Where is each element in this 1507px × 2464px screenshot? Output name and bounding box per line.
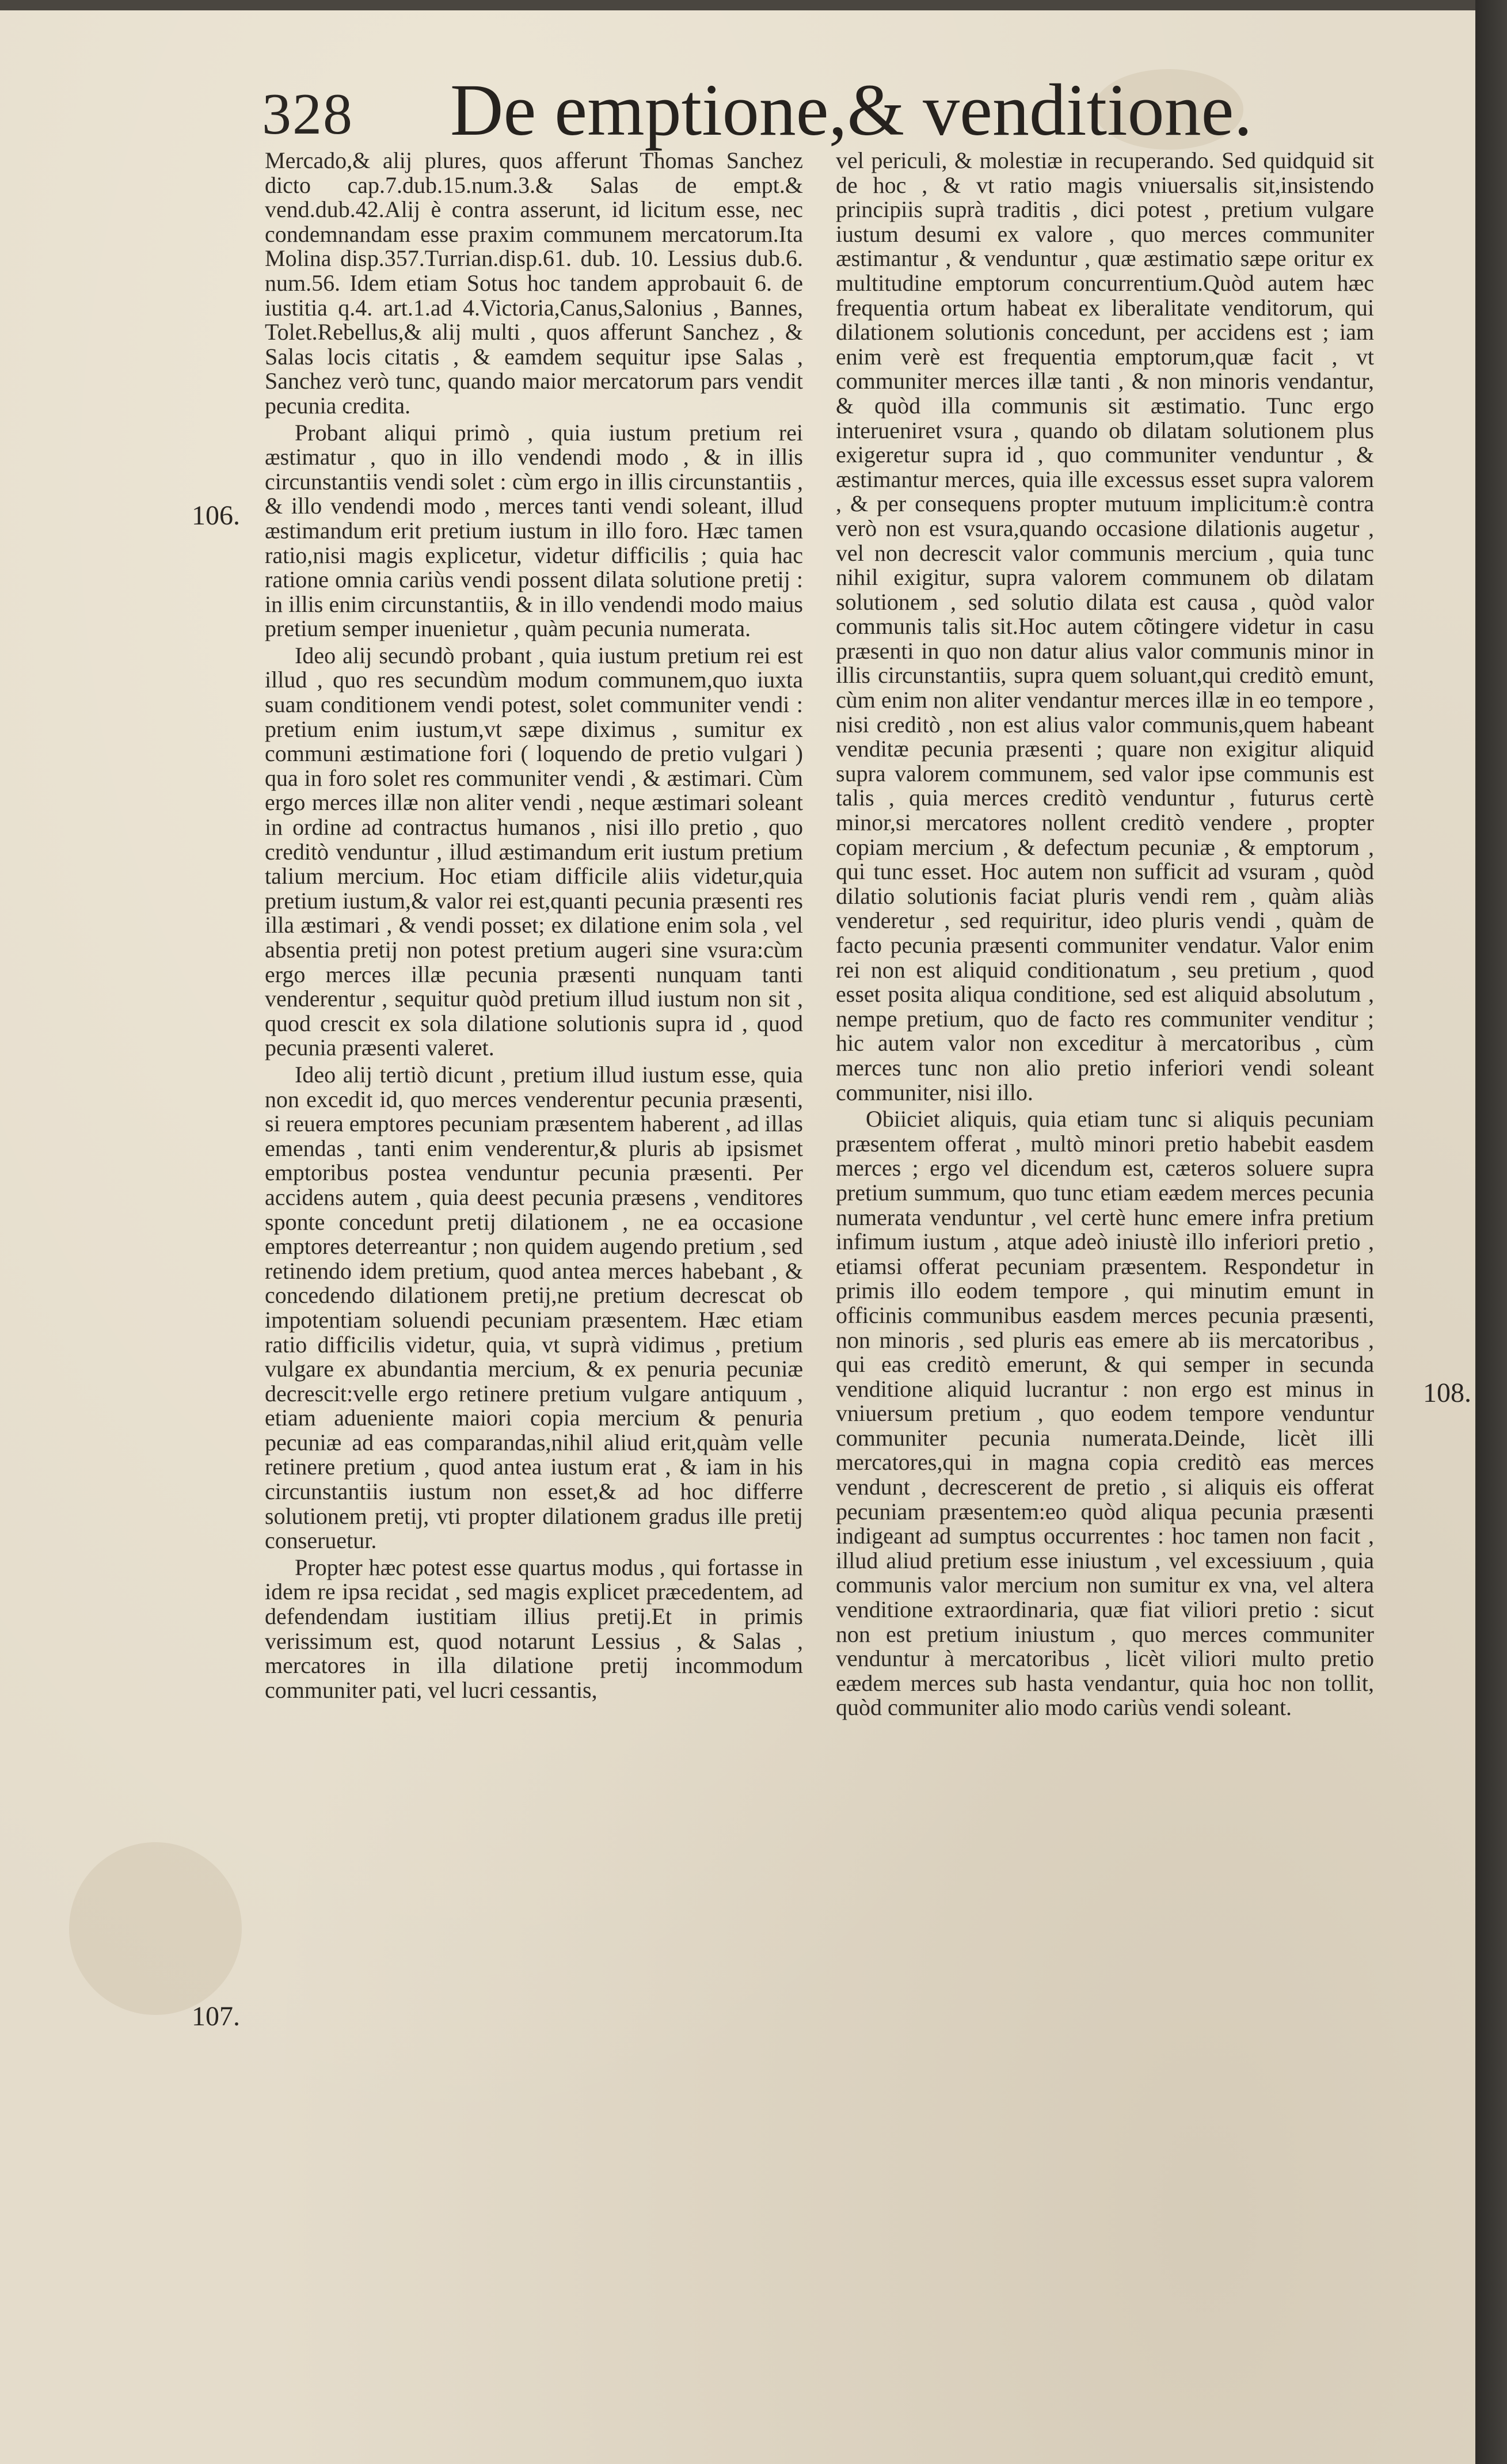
scan-top-edge — [0, 0, 1507, 10]
left-text-column — [265, 149, 803, 2198]
paragraph: vel periculi, & molestiæ in recuperando. Sed quidquid sit de hoc , & vt ratio magis vniuersalis sit,insistendo principiis suprà traditis , dici potest , pretium vulgare iustum desumi ex valore , quo merces communiter æstimantur , & venduntur , quæ æstimatio sæpe oritur ex multitudine emptorum concurrentium.Quòd autem hæc frequentia ortum habeat ex liberalitate venditorum, qui dilationem solutionis concedunt, per accidens est ; iam enim verè est frequentia emptorum,quæ facit , vt communiter merces illæ tanti , & non minoris vendantur, & quòd illa communis sit æstimatio. Tunc ergo interueniret vsura , quando ob dilatam solutionem plus exigeretur supra id , quo communiter venduntur , & æstimantur merces, quia ille excessus esset supra valorem , & per consequens propter mutuum implicitum:è contra verò non est vsura,quando occasione dilationis augetur , vel non decrescit valor communis mercium , quia tunc nihil exigitur, supra valorem communem ob dilatam solutionem , sed solutio dilata est causa , quòd valor communis talis sit.Hoc autem cõtingere videtur in casu præsenti in quo non datur alius valor communis minor in illis circunstantiis, supra quem soluant,qui creditò emunt, cùm enim non aliter vendantur merces illæ in eo tempore , nisi creditò , non est alius valor communis,quem habeant venditæ pecunia præsenti ; quare non exigitur aliquid supra valorem communem, sed valor ipse communis est talis , quia merces creditò venduntur , futurus certè minor,si mercatores nollent creditò vendere , propter copiam mercium , & defectum pecuniæ , & emptorum , qui tunc esset. Hoc autem non sufficit ad vsuram , quòd dilatio solutionis faciat pluris vendi rem , quàm aliàs venderetur , sed requiritur, ideo pluris vendi , quàm de facto pecunia præsenti communiter vendatur. Valor enim rei non est aliquid conditionatum , seu pretium , quod esset posita aliqua conditione, sed est aliquid absolutum , nempe pretium, quo de facto res communiter venditur ; hic autem valor non exceditur à mercatoribus , cùm merces tunc non alio pretio inferiori vendi soleant communiter, nisi illo. — [836, 147, 1374, 1105]
margin-number-108: 108. — [1423, 1378, 1471, 1408]
paragraph: Mercado,& alij plures, quos afferunt Thomas Sanchez dicto cap.7.dub.15.num.3.& Salas de empt.& vend.dub.42.Alij è contra asserunt, id licitum esse, nec condemnandam esse praxim communem mercatorum.Ita Molina disp.357.Turrian.disp.61. dub. 10. Lessius dub.6. num.56. Idem etiam Sotus hoc tandem approbauit 6. de iustitia q.4. art.1.ad 4.Victoria,Canus,Salonius , Bannes, Tolet.Rebellus,& alij multi , quos afferunt Sanchez , & Salas locis citatis , & eamdem sequitur ipse Salas , Sanchez verò tunc, quando maior mercatorum pars vendit pecunia credita. — [265, 147, 803, 419]
margin-number-106: 106. — [192, 500, 240, 531]
right-text-column — [836, 149, 1374, 2198]
paragraph: Obiiciet aliquis, quia etiam tunc si aliquis pecuniam præsentem offerat , multò minori pretio habebit easdem merces ; ergo vel dicendum est, cæteros soluere supra pretium summum, quo tunc etiam eædem merces pecunia numerata venduntur , vel certè hunc emere infra pretium infimum iustum , atque adeò iniustè illo inferiori pretio , etiamsi offerat pecuniam præsentem. Respondetur in primis illo eodem tempore , qui minutim emunt in officinis communibus easdem merces pecunia præsenti, non minoris , sed pluris eas emere ab iis mercatoribus , qui eas creditò emerunt, & qui semper in secunda venditione aliquid lucrantur : non ergo est minus in vniuersum pretium , quo eodem tempore venduntur communiter pecunia numerata.Deinde, licèt illi mercatores,qui in magna copia creditò eas merces vendunt , decrescerent de pretio , si aliquis eis offerat pecuniam præsentem:eo quòd aliqua pecunia præsenti indigeant ad sumptus occurrentes : hoc tamen non facit , illud aliud pretium esse iniustum , vel excessiuum , quia communis valor mercium non sumitur ex vna, vel altera venditione extraordinaria, quæ fiat viliori pretio : sicut non est pretium iniustum , quo merces communiter venduntur à mercatoribus , licèt viliori multo pretio eædem merces sub hasta vendantur, quia hoc non tollit, quòd communiter alio modo cariùs vendi soleant. — [836, 1106, 1374, 1721]
page-number: 328 — [262, 82, 353, 147]
paragraph: Propter hæc potest esse quartus modus , qui fortasse in idem re ipsa recidat , sed magis explicet præcedentem, ad defendendam iustitiam illius pretij.Et in primis verissimum est, quod notarunt Lessius , & Salas , mercatores in illa dilatione pretij incommodum communiter pati, vel lucri cessantis, — [265, 1554, 803, 1703]
paragraph: Ideo alij tertiò dicunt , pretium illud iustum esse, quia non excedit id, quo merces venderentur pecunia præsenti, si reuera emptores pecuniam præsentem haberent , ad illas emendas , tanti enim venderentur,& pluris ab ipsismet emptoribus postea venduntur pecunia præsenti. Per accidens autem , quia deest pecunia præsens , venditores sponte concedunt pretij dilationem , ne ea occasione emptores deterreantur ; non quidem augendo pretium , sed retinendo idem pretium, quod antea merces habebant , & concedendo dilationem pretij,ne pretium decrescat ob impotentiam soluendi pecuniam præsentem. Hæc etiam ratio difficilis videtur, quia, vt suprà vidimus , pretium vulgare ex abundantia mercium, & ex penuria pecuniæ decrescit:velle ergo retinere pretium vulgare antiquum , etiam adueniente maiori copia mercium & penuria pecuniæ ad eas comparandas,nihil aliud erit,quàm velle retinere pretium , quod antea iustum erat , & iam in his circunstantiis iustum non esset,& ad hoc differre solutionem pretij, vti propter dilationem gradus ille pretij conseruetur. — [265, 1061, 803, 1554]
paragraph: Probant aliqui primò , quia iustum pretium rei æstimatur , quo in illo vendendi modo , & in illis circunstantiis vendi solet : cùm ergo in illis circunstantiis , & illo vendendi modo , merces tanti vendi soleant, illud æstimandum erit pretium iustum in illo foro. Hæc tamen ratio,nisi magis explicetur, videtur difficilis ; quia hac ratione omnia cariùs vendi possent dilata solutione pretij : in illis enim circunstantiis, & in illo vendendi modo maius pretium semper inuenietur , quàm pecunia numerata. — [265, 419, 803, 642]
page-stain — [69, 1842, 242, 2015]
scan-right-edge — [1475, 0, 1507, 2464]
margin-number-107: 107. — [192, 2001, 240, 2032]
running-title: De emptione,& venditione. — [450, 69, 1253, 151]
paragraph: Ideo alij secundò probant , quia iustum pretium rei est illud , quo res secundùm modum communem,quo iuxta suam conditionem vendi potest, solet communiter vendi : pretium enim iustum,vt sæpe diximus , sumitur ex communi æstimatione fori ( loquendo de pretio vulgari ) qua in foro solet res communiter vendi , & æstimari. Cùm ergo merces illæ non aliter vendi , neque æstimari soleant in ordine ad contractus humanos , nisi illo pretio , quo creditò venduntur , illud æstimandum erit iustum pretium talium mercium. Hoc etiam difficile aliis videtur,quia pretium iustum,& valor rei est,quanti pecunia præsenti res illa æstimari , & vendi posset; ex dilatione enim sola , vel absentia pretij non potest pretium augeri sine vsura:cùm ergo merces illæ pecunia præsenti nunquam tanti venderentur , sequitur quòd pretium illud iustum non sit , quod crescit ex sola dilatione solutionis supra id , quod pecunia præsenti valeret. — [265, 642, 803, 1061]
